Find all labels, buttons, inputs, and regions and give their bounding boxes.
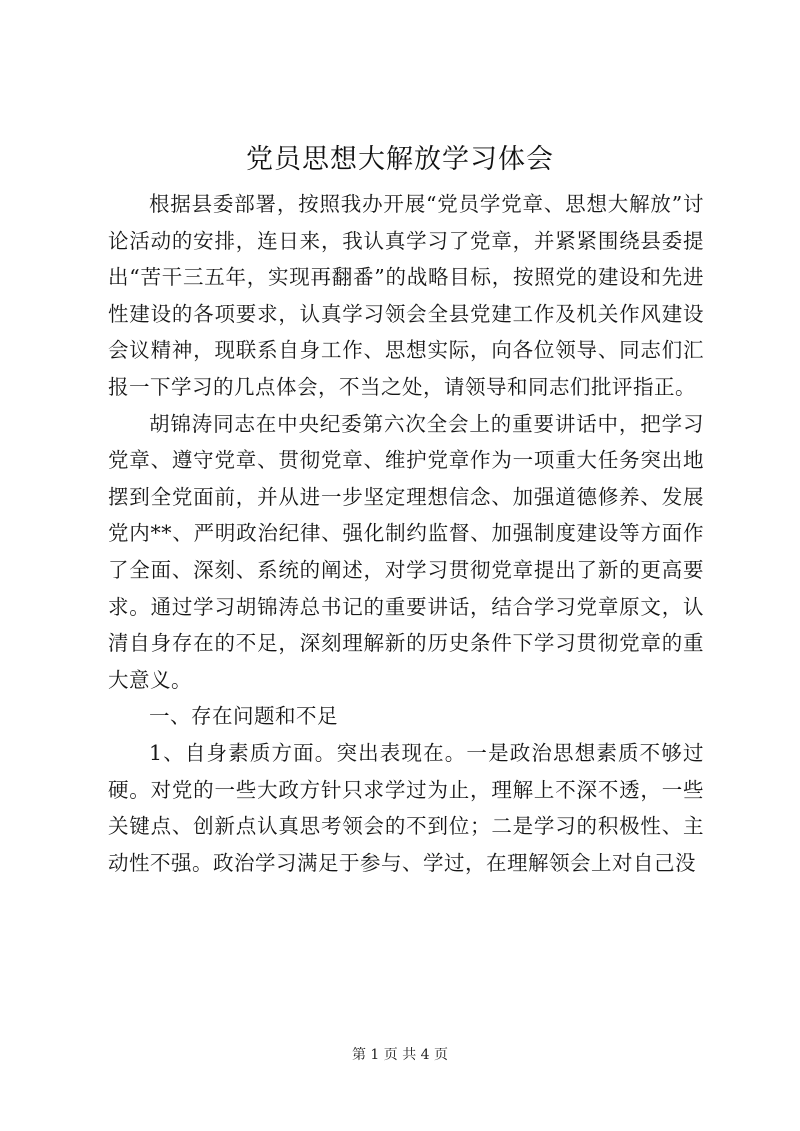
paragraph-intro: 根据县委部署，按照我办开展“党员学党章、思想大解放”讨论活动的安排，连日来，我认真学习了党章，并紧紧围绕县委提出“苦干三五年，实现再翻番”的战略目标，按照党的建设和先进性建设的各项要求，认真学习领会全县党建工作及机关作风建设会议精神，现联系自身工作、思想实际，向各位领导、同志们汇报一下学习的几点体会，不当之处，请领导和同志们批评指正。 [108,192,704,399]
page-footer: 第 1 页 共 4 页 [351,1047,449,1063]
document-title: 党员思想大解放学习体会 [246,144,554,175]
paragraph-speech: 胡锦涛同志在中央纪委第六次全会上的重要讲话中，把学习党章、遵守党章、贯彻党章、维护党章作为一项重大任务突出地摆到全党面前，并从进一步坚定理想信念、加强道德修养、发展党内**、严明政治纪律、强化制约监督、加强制度建设等方面作了全面、深刻、系统的阐述，对学习贯彻党章提出了新的更高要求。通过学习胡锦涛总书记的重要讲话，结合学习党章原文，认清自身存在的不足，深刻理解新的历史条件下学习贯彻党章的重大意义。 [108,411,704,692]
paragraph-self-quality: 1、自身素质方面。突出表现在。一是政治思想素质不够过硬。对党的一些大政方针只求学过为止，理解上不深不透，一些关键点、创新点认真思考领会的不到位；二是学习的积极性、主动性不强。政治学习满足于参与、学过，在理解领会上对自己没 [108,740,704,875]
document-body [108,186,704,881]
section-heading-problems: 一、存在问题和不足 [149,704,338,729]
